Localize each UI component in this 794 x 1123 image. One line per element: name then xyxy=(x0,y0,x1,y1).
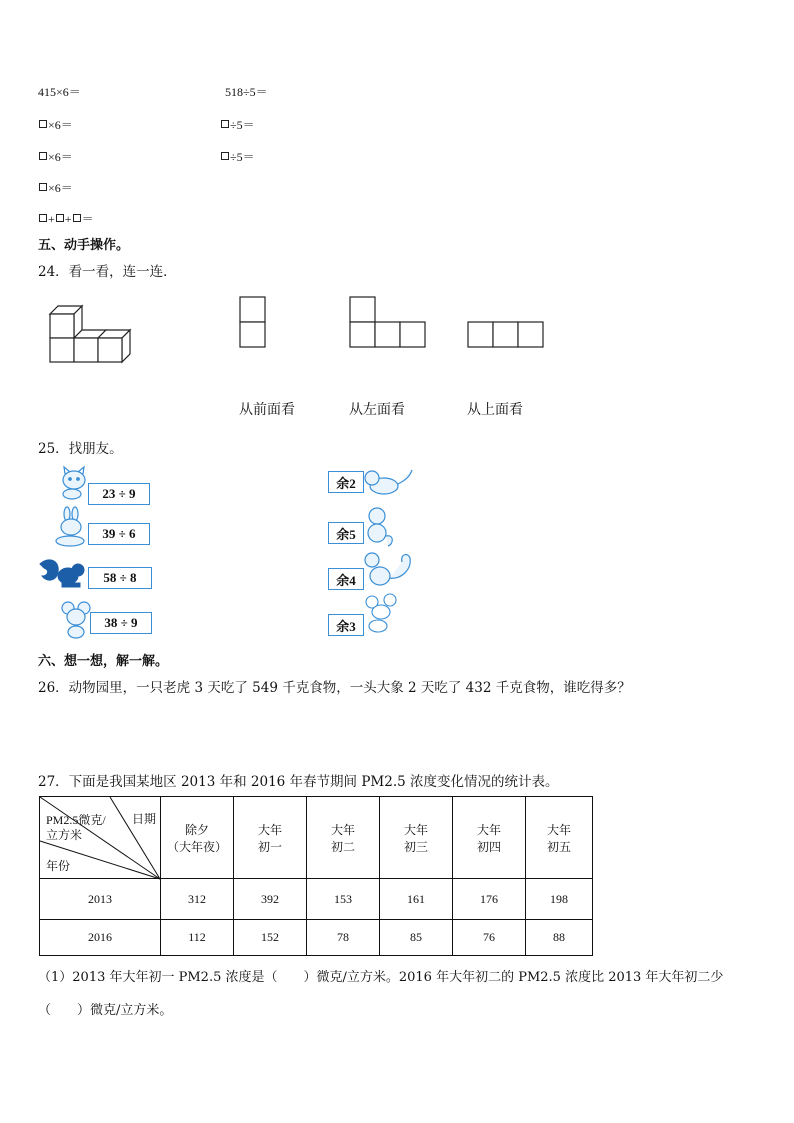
blank-box[interactable] xyxy=(221,120,229,128)
view-figure-l-shape[interactable] xyxy=(349,296,429,350)
mouse-icon xyxy=(60,600,92,640)
q25-text: 25．找朋友。 xyxy=(38,441,123,457)
squirrel-icon xyxy=(360,550,416,590)
value-cell: 85 xyxy=(380,920,453,956)
cat-icon xyxy=(56,466,92,500)
header-cell: 大年 初三 xyxy=(380,797,453,879)
value-cell: 78 xyxy=(307,920,380,956)
corner-year-label: 年份 xyxy=(46,859,71,873)
calc-row3-right: ÷5＝ xyxy=(220,148,255,165)
calc-row1-right: 518÷5＝ xyxy=(225,85,268,99)
division-card[interactable]: 58 ÷ 8 xyxy=(88,567,152,589)
mouse-icon xyxy=(364,594,400,634)
header-cell: 大年 初一 xyxy=(234,797,307,879)
pm25-table xyxy=(39,796,593,956)
calc-row2-left: ×6＝ xyxy=(38,116,73,133)
table-row xyxy=(40,879,593,920)
cube-solid-figure xyxy=(48,304,138,370)
q27-sub1-line2: （ ）微克/立方米。 xyxy=(38,1003,173,1018)
view-figure-row[interactable] xyxy=(467,321,547,350)
calc-row1-left: 415×6＝ xyxy=(38,85,81,99)
division-card[interactable]: 23 ÷ 9 xyxy=(88,483,150,505)
section5-heading: 五、动手操作。 xyxy=(38,238,130,253)
blank-box[interactable] xyxy=(73,214,81,222)
corner-date-label: 日期 xyxy=(132,812,157,826)
header-cell: 大年 初五 xyxy=(526,797,593,879)
value-cell: 312 xyxy=(161,879,234,920)
section6-heading: 六、想一想，解一解。 xyxy=(38,654,169,669)
remainder-card[interactable]: 余2 xyxy=(328,471,364,493)
header-cell: 大年 初二 xyxy=(307,797,380,879)
rabbit-icon xyxy=(52,508,92,548)
blank-box[interactable] xyxy=(39,183,47,191)
division-card[interactable]: 38 ÷ 9 xyxy=(90,612,152,634)
calc-row4-left: ×6＝ xyxy=(38,179,73,196)
value-cell: 112 xyxy=(161,920,234,956)
blank-box[interactable] xyxy=(221,152,229,160)
value-cell: 76 xyxy=(453,920,526,956)
value-cell: 392 xyxy=(234,879,307,920)
calc-row5: + + ＝ xyxy=(38,210,94,227)
value-cell: 153 xyxy=(307,879,380,920)
view-figure-vertical[interactable] xyxy=(239,296,267,350)
value-cell: 176 xyxy=(453,879,526,920)
corner-unit-label: PM2.5微克/ xyxy=(46,813,106,827)
q27-sub1-line1: （1）2013 年大年初一 PM2.5 浓度是（ ）微克/立方米。2016 年大年初二的 PM2.5 浓度比 2013 年大年初二少 xyxy=(38,970,724,985)
corner-unit-label-2: 立方米 xyxy=(46,828,83,842)
blank-box[interactable] xyxy=(39,120,47,128)
remainder-card[interactable]: 余3 xyxy=(328,614,364,636)
blank-box[interactable] xyxy=(56,214,64,222)
header-cell: 大年 初四 xyxy=(453,797,526,879)
remainder-card[interactable]: 余4 xyxy=(328,568,364,590)
blank-box[interactable] xyxy=(39,152,47,160)
table-corner-cell xyxy=(40,797,161,879)
q27-text: 27．下面是我国某地区 2013 年和 2016 年春节期间 PM2.5 浓度变化情况的统计表。 xyxy=(38,774,559,790)
cat-icon xyxy=(362,466,414,500)
value-cell: 152 xyxy=(234,920,307,956)
year-cell: 2016 xyxy=(40,920,161,956)
table-row xyxy=(40,920,593,956)
monkey-icon xyxy=(362,506,396,548)
value-cell: 88 xyxy=(526,920,593,956)
q26-text: 26．动物园里，一只老虎 3 天吃了 549 千克食物，一头大象 2 天吃了 432 千克食物，谁吃得多？ xyxy=(38,680,631,696)
calc-row2-right: ÷5＝ xyxy=(220,116,255,133)
division-card[interactable]: 39 ÷ 6 xyxy=(88,523,150,545)
caption-front-view[interactable]: 从前面看 xyxy=(239,402,295,418)
value-cell: 198 xyxy=(526,879,593,920)
caption-left-view[interactable]: 从左面看 xyxy=(349,402,405,418)
caption-top-view[interactable]: 从上面看 xyxy=(467,402,523,418)
q24-text: 24．看一看，连一连． xyxy=(38,264,177,280)
calc-row3-left: ×6＝ xyxy=(38,148,73,165)
squirrel-icon xyxy=(38,556,92,592)
header-cell: 除夕 （大年夜） xyxy=(161,797,234,879)
value-cell: 161 xyxy=(380,879,453,920)
blank-box[interactable] xyxy=(39,214,47,222)
remainder-card[interactable]: 余5 xyxy=(328,522,364,544)
year-cell: 2013 xyxy=(40,879,161,920)
